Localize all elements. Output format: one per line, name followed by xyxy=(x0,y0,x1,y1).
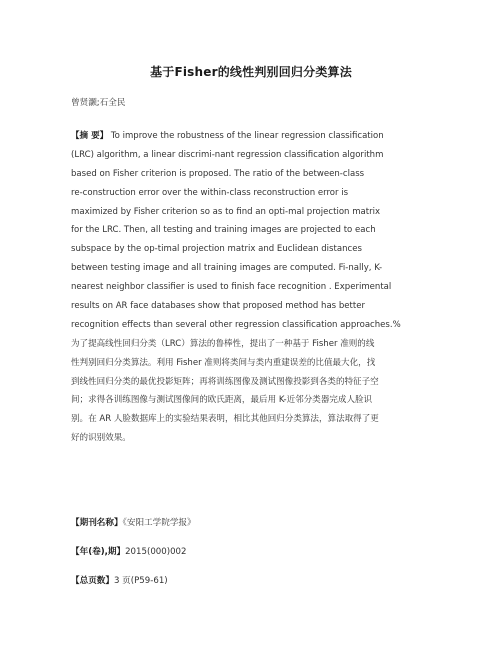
abstract-label: 【摘 要】 xyxy=(71,131,109,141)
abstract-text: To improve the robustness of the linear regression classification xyxy=(110,131,384,141)
abstract-line: for the LRC. Then, all testing and training images are projected to each xyxy=(71,225,376,236)
abstract-line: (LRC) algorithm, a linear discrimi-nant regression classification algorithm xyxy=(71,149,384,160)
abstract-line: subspace by the op-timal projection matrix and Euclidean distances xyxy=(71,244,362,255)
year-issue-value: 2015(000)002 xyxy=(125,547,187,557)
abstract-block xyxy=(71,127,443,448)
abstract-line: based on Fisher criterion is proposed. The ratio of the between-class xyxy=(71,168,365,179)
abstract-line: re-construction error over the within-class reconstruction error is xyxy=(71,187,349,198)
abstract-line: results on AR face databases show that proposed method has better xyxy=(71,301,366,312)
journal-value: 《安阳工学院学报》 xyxy=(122,518,196,528)
abstract-line: 好的识别效果。 xyxy=(71,433,131,444)
abstract-line: 间；求得各训练图像与测试图像间的欧氏距离，最后用 K-近邻分类器完成人脸识 xyxy=(71,395,373,406)
total-pages-value: 3 页(P59-61) xyxy=(113,576,168,586)
abstract-line: nearest neighbor classifier is used to finish face recognition . Experimental xyxy=(71,282,392,293)
paper-title: 基于Fisher的线性判别回归分类算法 xyxy=(150,65,352,79)
year-issue-label: 【年(卷),期】 xyxy=(71,547,126,557)
journal-name-row xyxy=(71,516,196,528)
journal-label: 【期刊名称】 xyxy=(71,518,123,528)
abstract-line: maximized by Fisher criterion so as to find an opti-mal projection matrix xyxy=(71,206,381,217)
paper-authors: 曾贤灏;石全民 xyxy=(71,98,126,108)
abstract-line: recognition effects than several other regression classification approaches.% xyxy=(71,319,401,330)
abstract-line xyxy=(71,127,443,146)
year-issue-row xyxy=(71,545,186,557)
total-pages-row xyxy=(71,574,168,586)
abstract-line: between testing image and all training images are computed. Fi-nally, K- xyxy=(71,263,383,274)
total-pages-label: 【总页数】 xyxy=(71,576,114,586)
abstract-line: 到线性回归分类的最优投影矩阵；再将训练图像及测试图像投影到各类的特征子空 xyxy=(71,376,379,387)
abstract-line: 性判别回归分类算法。利用 Fisher 准则将类间与类内重建误差的比值最大化，找 xyxy=(71,357,376,368)
abstract-line: 别。在 AR 人脸数据库上的实验结果表明，相比其他回归分类算法，算法取得了更 xyxy=(71,414,379,425)
abstract-line: 为了提高线性回归分类（LRC）算法的鲁棒性，提出了一种基于 Fisher 准则的线 xyxy=(71,338,375,349)
